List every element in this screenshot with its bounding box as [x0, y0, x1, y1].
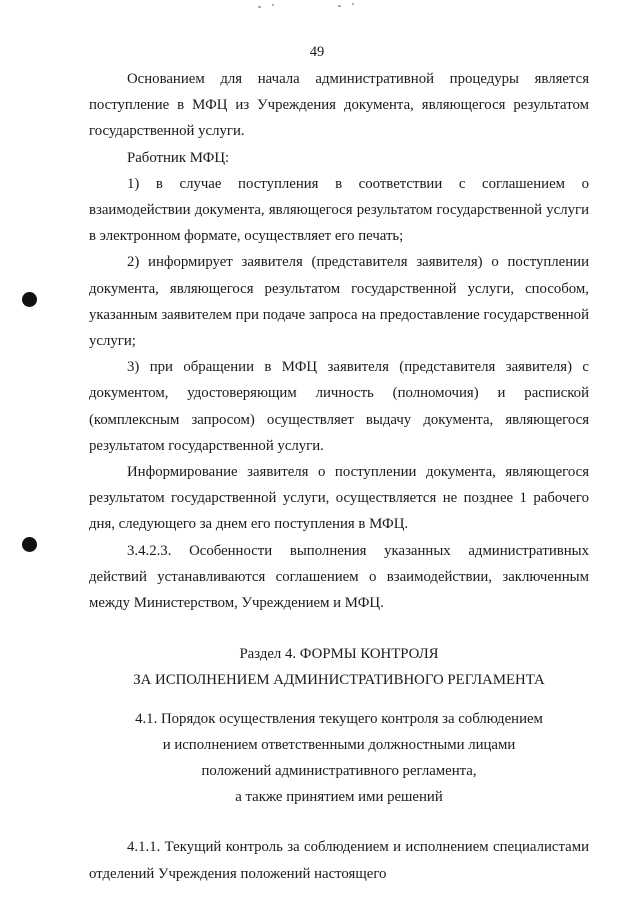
- paragraph-item-3: 3) при обращении в МФЦ заявителя (представителя заявителя) с документом, удостоверяющим личность (полномочия) и распиской (комплексным запросом) осуществляет выдачу документа, являющегося результатом государственной услуги.: [89, 359, 589, 454]
- paragraph-3-4-2-3: 3.4.2.3. Особенности выполнения указанных административных действий устанавливаются соглашением о взаимодействии, заключенным между Министерством, Учреждением и МФЦ.: [89, 542, 589, 612]
- section-heading: [89, 641, 589, 693]
- document-body: [89, 66, 589, 887]
- section-heading-line1: Раздел 4. ФОРМЫ КОНТРОЛЯ: [239, 646, 439, 663]
- paragraph-worker: Работник МФЦ:: [127, 149, 230, 166]
- paragraph-basis: Основанием для начала административной процедуры является поступление в МФЦ из Учреждения документа, являющегося результатом государственной услуги.: [89, 71, 589, 140]
- subsection-heading-line: а также принятием ими решений: [235, 789, 443, 806]
- subsection-heading-line: 4.1. Порядок осуществления текущего контроля за соблюдением: [135, 710, 543, 727]
- punch-hole-bottom: [22, 537, 37, 552]
- section-heading-line2: ЗА ИСПОЛНЕНИЕМ АДМИНИСТРАТИВНОГО РЕГЛАМЕНТА: [133, 672, 545, 689]
- scan-speck: [338, 5, 341, 7]
- page-number: 49: [309, 44, 325, 60]
- punch-hole-top: [22, 292, 37, 307]
- paragraph-4-1-1: 4.1.1. Текущий контроль за соблюдением и исполнением специалистами отделений Учреждения положений настоящего: [89, 839, 589, 882]
- paragraph-item-1: 1) в случае поступления в соответствии с соглашением о взаимодействии документа, являющегося результатом государственной услуги в электронном формате, осуществляет его печать;: [89, 175, 589, 245]
- paragraph-informing: Информирование заявителя о поступлении документа, являющегося результатом государственной услуги, осуществляется не позднее 1 рабочего дня, следующего за днем его поступления в МФЦ.: [89, 464, 589, 533]
- scan-speck: [272, 4, 274, 6]
- paragraph-item-2: 2) информирует заявителя (представителя заявителя) о поступлении документа, являющегося результатом государственной услуги, способом, указанным заявителем при подаче запроса на предоставление государственной услуги;: [89, 254, 589, 350]
- scan-speck: [352, 3, 354, 5]
- subsection-heading-line: положений административного регламента,: [201, 763, 477, 780]
- subsection-heading: [89, 706, 589, 811]
- subsection-heading-line: и исполнением ответственными должностными лицами: [162, 736, 516, 753]
- scan-speck: [258, 6, 261, 8]
